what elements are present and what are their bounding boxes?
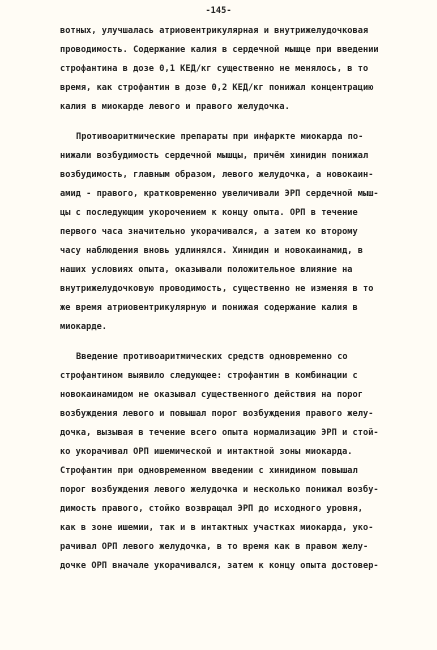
text-line: порог возбуждения левого желудочка и несколько понижал возбу-: [60, 485, 379, 495]
text-line: Противоаритмические препараты при инфаркте миокарда по-: [76, 132, 364, 142]
text-line: внутрижелудочковую проводимость, существенно не изменяя в то: [60, 284, 374, 294]
text-line: время, как строфантин в дозе 0,2 КЕД/кг понижал концентрацию: [60, 83, 374, 93]
page-number: -145-: [205, 6, 232, 16]
text-line: Строфантин при одновременном введении с хинидином повышал: [60, 466, 358, 476]
text-line: первого часа значительно укорачивался, а затем ко второму: [60, 227, 358, 237]
text-line: Введение противоаритмических средств одновременно со: [76, 352, 348, 362]
text-line: дочке ОРП вначале укорачивался, затем к концу опыта достовер-: [60, 561, 379, 571]
text-line: рачивал ОРП левого желудочка, в то время как в правом желу-: [60, 542, 369, 552]
text-line: ко укорачивал ОРП ишемической и интактной зоны миокарда.: [60, 447, 353, 457]
text-line: возбуждения левого и повышал порог возбуждения правого желу-: [60, 409, 374, 419]
text-line: проводимость. Содержание калия в сердечной мышце при введении: [60, 45, 379, 55]
text-line: дочка, вызывая в течение всего опыта нормализацию ЭРП и стой-: [60, 428, 379, 438]
text-line: же время атриовентрикулярную и понижая содержание калия в: [60, 303, 358, 313]
text-line: нижали возбудимость сердечной мышцы, причём хинидин понижал: [60, 151, 369, 161]
text-line: наших условиях опыта, оказывали положительное влияние на: [60, 265, 353, 275]
text-line: новокаинамидом не оказывал существенного действия на порог: [60, 390, 363, 400]
text-line: миокарде.: [60, 322, 108, 332]
text-line: строфантином выявило следующее: строфантин в комбинации с: [60, 371, 358, 381]
text-line: как в зоне ишемии, так и в интактных участках миокарда, уко-: [60, 523, 374, 533]
text-line: димость правого, стойко возвращал ЭРП до исходного уровня,: [60, 504, 363, 514]
text-line: возбудимость, главным образом, левого желудочка, а новокаин-: [60, 170, 374, 180]
text-line: строфантина в дозе 0,1 КЕД/кг существенно не менялось, в то: [60, 64, 369, 74]
text-line: часу наблюдения вновь удлинялся. Хинидин и новокаинамид, в: [60, 246, 363, 256]
text-line: калия в миокарде левого и правого желудочка.: [60, 102, 290, 112]
text-line: вотных, улучшалась атриовентрикулярная и внутрижелудочковая: [60, 26, 369, 36]
text-line: цы с последующим укорочением к концу опыта. ОРП в течение: [60, 208, 358, 218]
text-line: амид - правого, кратковременно увеличивали ЭРП сердечной мыш-: [60, 189, 379, 199]
